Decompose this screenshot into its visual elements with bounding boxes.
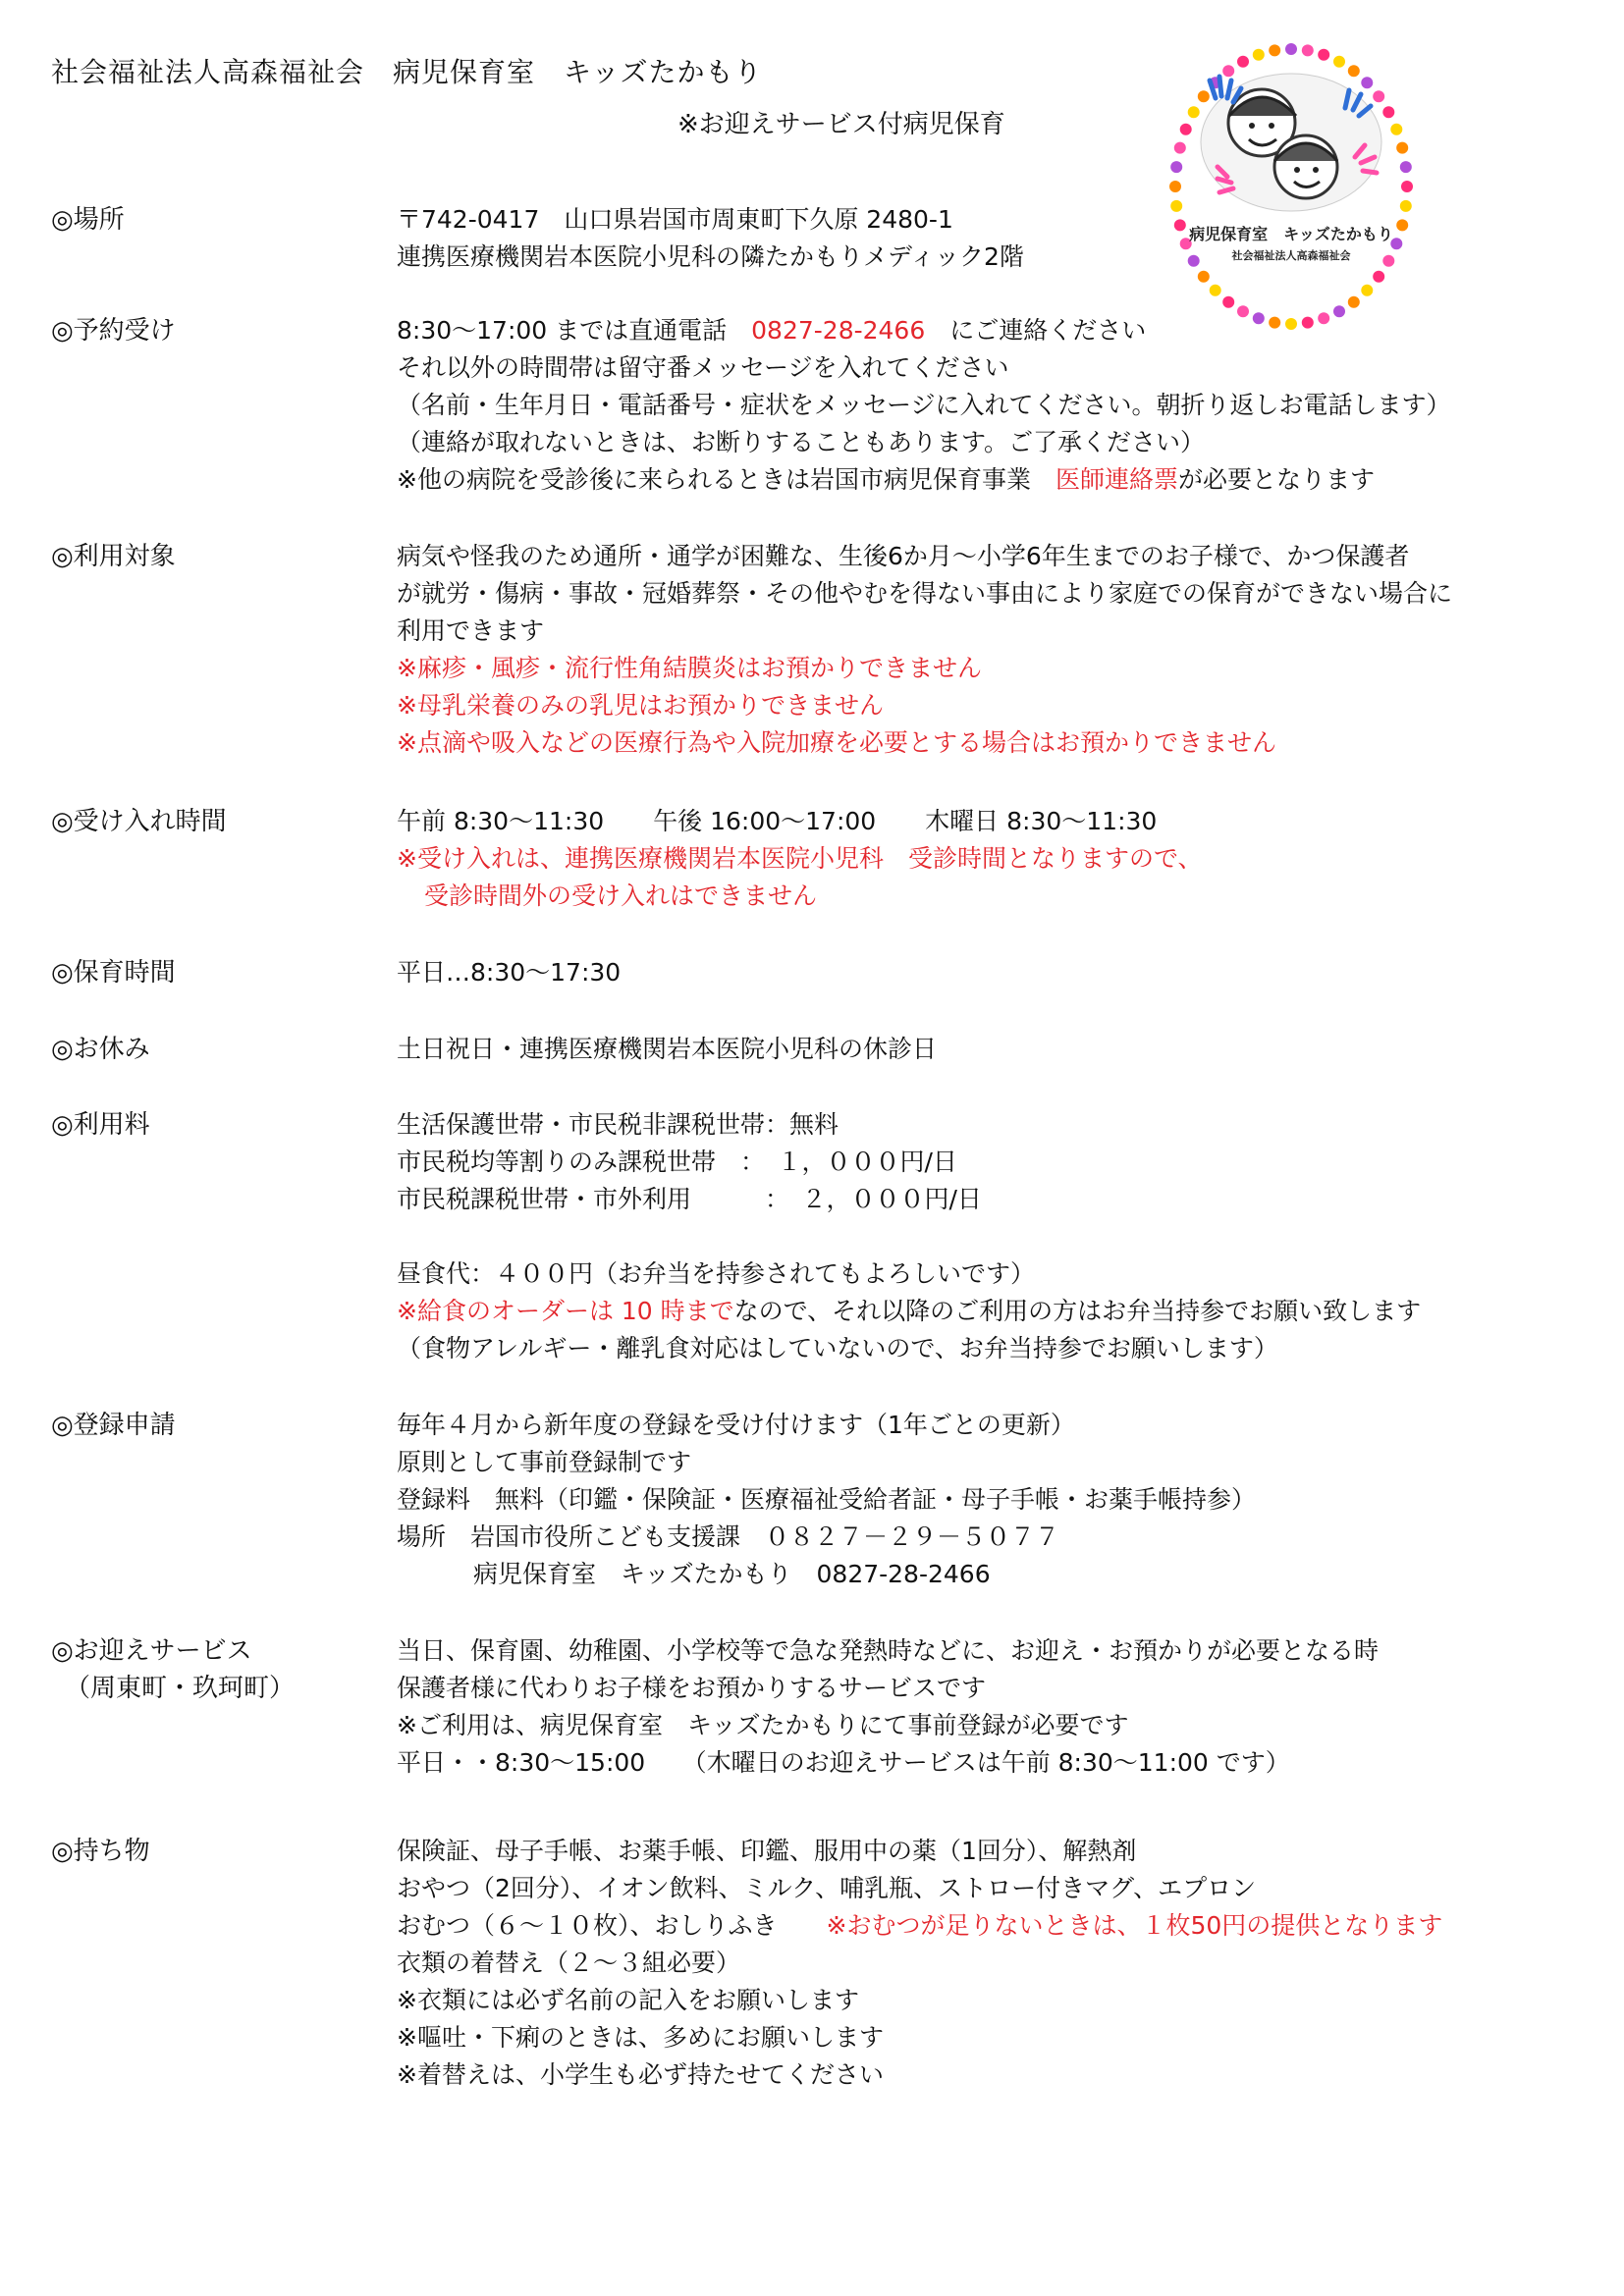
registration-line-2: 原則として事前登録制です xyxy=(397,1448,692,1476)
content-location xyxy=(397,201,1575,276)
eligibility-line-1: 病気や怪我のため通所・通学が困難な、生後6か月～小学6年生までのお子様で、かつ保護者 xyxy=(397,542,1410,570)
reservation-phone-line xyxy=(397,312,1575,349)
belongings-line-6: ※嘔吐・下痢のときは、多めにお願いします xyxy=(397,2023,884,2052)
logo-dot xyxy=(1222,296,1234,308)
logo-dot xyxy=(1390,124,1402,135)
reservation-phone-number: 0827-28-2466 xyxy=(751,316,926,345)
fee-line-2: 市民税均等割りのみ課税世帯 ： １，０００円/日 xyxy=(397,1148,957,1176)
logo-text-line2: 社会福祉法人高森福祉会 xyxy=(1231,249,1351,262)
reservation-note-text: ※他の病院を受診後に来られるときは岩国市病児保育事業 xyxy=(397,465,1056,494)
registration-place-kids: 病児保育室 キッズたかもり 0827-28-2466 xyxy=(473,1560,991,1588)
eligibility-note-1: ※麻疹・風疹・流行性角結膜炎はお預かりできません xyxy=(397,654,982,682)
label-reservation: ◎予約受け xyxy=(51,316,176,346)
spacer xyxy=(397,1218,1575,1255)
pickup-area: （周東町・玖珂町） xyxy=(65,1674,296,1703)
logo-dot xyxy=(1333,56,1345,68)
fee-line-3: 市民税課税世帯・市外利用 ： ２，０００円/日 xyxy=(397,1185,982,1213)
eligibility-note-3: ※点滴や吸入などの医療行為や入院加療を必要とする場合はお預かりできません xyxy=(397,728,1276,757)
logo-dot xyxy=(1170,161,1182,173)
registration-fee: 登録料 無料（印鑑・保険証・医療福祉受給者証・母子手帳・お薬手帳持参） xyxy=(397,1485,1257,1514)
logo-dot xyxy=(1285,43,1297,55)
lunch-order-note xyxy=(397,1293,1575,1330)
registration-line-1: 毎年４月から新年度の登録を受け付けます（1年ごとの更新） xyxy=(397,1411,1075,1439)
logo-dot xyxy=(1180,124,1192,135)
label-care-hours: ◎保育時間 xyxy=(51,958,176,988)
logo-dot xyxy=(1198,90,1210,102)
logo-dot xyxy=(1188,106,1200,118)
page-subtitle: ※お迎えサービス付病児保育 xyxy=(677,110,1005,139)
belongings-line-4: 衣類の着替え（２～３組必要） xyxy=(397,1949,741,1977)
logo-dot xyxy=(1382,106,1394,118)
content-fees xyxy=(397,1106,1575,1367)
logo-dot xyxy=(1269,44,1280,56)
logo-dot xyxy=(1210,285,1221,296)
belongings-line-3 xyxy=(397,1907,1575,1945)
label-acceptance: ◎受け入れ時間 xyxy=(51,807,227,836)
logo-dot xyxy=(1222,65,1234,77)
reservation-line-3: （名前・生年月日・電話番号・症状をメッセージに入れてください。朝折り返しお電話します） xyxy=(397,391,1451,419)
acceptance-note-1: ※受け入れは、連携医療機関岩本医院小児科 受診時間となりますので、 xyxy=(397,844,1203,873)
reservation-line-2: それ以外の時間帯は留守番メッセージを入れてください xyxy=(397,353,1009,382)
logo-dot xyxy=(1361,285,1373,296)
belongings-line-1: 保険証、母子手帳、お薬手帳、印鑑、服用中の薬（1回分）、解熱剤 xyxy=(397,1837,1137,1865)
logo-dot xyxy=(1401,181,1413,192)
logo-dot xyxy=(1169,181,1181,192)
logo-dot xyxy=(1348,296,1360,308)
eligibility-note-2: ※母乳栄養のみの乳児はお預かりできません xyxy=(397,691,884,720)
pickup-label: ◎お迎えサービス xyxy=(51,1636,252,1666)
content-eligibility xyxy=(397,538,1575,762)
logo-dot xyxy=(1348,65,1360,77)
note-mark: ※ xyxy=(397,1297,417,1325)
fee-line-1: 生活保護世帯・市民税非課税世帯：無料 xyxy=(397,1110,839,1139)
pickup-line-2: 保護者様に代わりお子様をお預かりするサービスです xyxy=(397,1674,987,1702)
pickup-hours: 平日・・8:30～15:00 （木曜日のお迎えサービスは午前 8:30～11:00 です） xyxy=(397,1748,1290,1777)
reservation-line-4: （連絡が取れないときは、お断りすることもあります。ご了承ください） xyxy=(397,428,1206,456)
logo-dot xyxy=(1318,49,1329,61)
reservation-contact-text: にご連絡ください xyxy=(925,316,1147,345)
logo-dot xyxy=(1361,77,1373,88)
diaper-text: おむつ（６～１０枚）、おしりふき xyxy=(397,1911,827,1940)
content-registration xyxy=(397,1407,1575,1593)
label-eligibility: ◎利用対象 xyxy=(51,542,176,571)
content-reservation xyxy=(397,312,1575,499)
content-pickup-service xyxy=(397,1632,1575,1782)
lunch-order-text: なので、それ以降のご利用の方はお弁当持参でお願い致します xyxy=(733,1297,1422,1325)
logo-dot xyxy=(1253,49,1265,61)
content-belongings xyxy=(397,1833,1575,2094)
content-holidays xyxy=(397,1031,1575,1068)
kids-takamori-logo xyxy=(1159,39,1424,334)
belongings-line-5: ※衣類には必ず名前の記入をお願いします xyxy=(397,1986,859,2014)
holidays-value: 土日祝日・連携医療機関岩本医院小児科の休診日 xyxy=(397,1035,938,1063)
belongings-line-7: ※着替えは、小学生も必ず持たせてください xyxy=(397,2060,884,2089)
logo-dot xyxy=(1237,56,1249,68)
logo-text-line1: 病児保育室 キッズたかもり xyxy=(1189,225,1393,243)
care-hours-value: 平日…8:30～17:30 xyxy=(397,958,622,987)
label-belongings: ◎持ち物 xyxy=(51,1837,150,1866)
acceptance-note-2: 受診時間外の受け入れはできません xyxy=(424,881,818,910)
doctor-form-label: 医師連絡票 xyxy=(1055,465,1178,494)
content-acceptance xyxy=(397,803,1575,915)
content-care-hours xyxy=(397,954,1575,991)
reservation-hours-text: 8:30～17:00 までは直通電話 xyxy=(397,316,752,345)
building-line: 連携医療機関岩本医院小児科の隣たかもりメディック2階 xyxy=(397,242,1024,271)
logo-dot xyxy=(1373,90,1384,102)
lunch-order-deadline: 給食のオーダーは 10 時まで xyxy=(416,1297,734,1325)
pickup-line-1: 当日、保育園、幼稚園、小学校等で急な発熱時などに、お迎え・お預かりが必要となる時 xyxy=(397,1636,1380,1665)
belongings-line-2: おやつ（2回分）、イオン飲料、ミルク、哺乳瓶、ストロー付きマグ、エプロン xyxy=(397,1874,1257,1902)
reservation-line-5 xyxy=(397,461,1575,499)
label-location: ◎場所 xyxy=(51,205,125,235)
address-line: 〒742-0417 山口県岩国市周東町下久原 2480-1 xyxy=(397,205,953,234)
diaper-note: ※おむつが足りないときは、１枚50円の提供となります xyxy=(826,1911,1443,1940)
eligibility-line-3: 利用できます xyxy=(397,616,545,645)
label-pickup-service xyxy=(51,1632,295,1707)
logo-drawing xyxy=(1201,74,1381,211)
pickup-line-3: ※ご利用は、病児保育室 キッズたかもりにて事前登録が必要です xyxy=(397,1711,1129,1739)
page-title: 社会福祉法人高森福祉会 病児保育室 キッズたかもり xyxy=(51,56,763,88)
registration-place-city: 場所 岩国市役所こども支援課 ０８２７－２９－５０７７ xyxy=(397,1522,1060,1551)
reservation-note-suffix: が必要となります xyxy=(1177,465,1375,494)
allergy-note: （食物アレルギー・離乳食対応はしていないので、お弁当持参でお願いします） xyxy=(397,1334,1278,1362)
label-holidays: ◎お休み xyxy=(51,1035,150,1064)
lunch-fee: 昼食代：４００円（お弁当を持参されてもよろしいです） xyxy=(397,1259,1036,1288)
logo-dot xyxy=(1302,44,1314,56)
label-registration: ◎登録申請 xyxy=(51,1411,176,1440)
logo-dot xyxy=(1396,142,1408,154)
eligibility-line-2: が就労・傷病・事故・冠婚葬祭・その他やむを得ない事由により家庭での保育ができない場合に xyxy=(397,579,1453,608)
logo-dot xyxy=(1400,161,1412,173)
label-fees: ◎利用料 xyxy=(51,1110,150,1140)
logo-dot xyxy=(1174,142,1186,154)
acceptance-hours: 午前 8:30～11:30 午後 16:00～17:00 木曜日 8:30～11:30 xyxy=(397,807,1158,835)
